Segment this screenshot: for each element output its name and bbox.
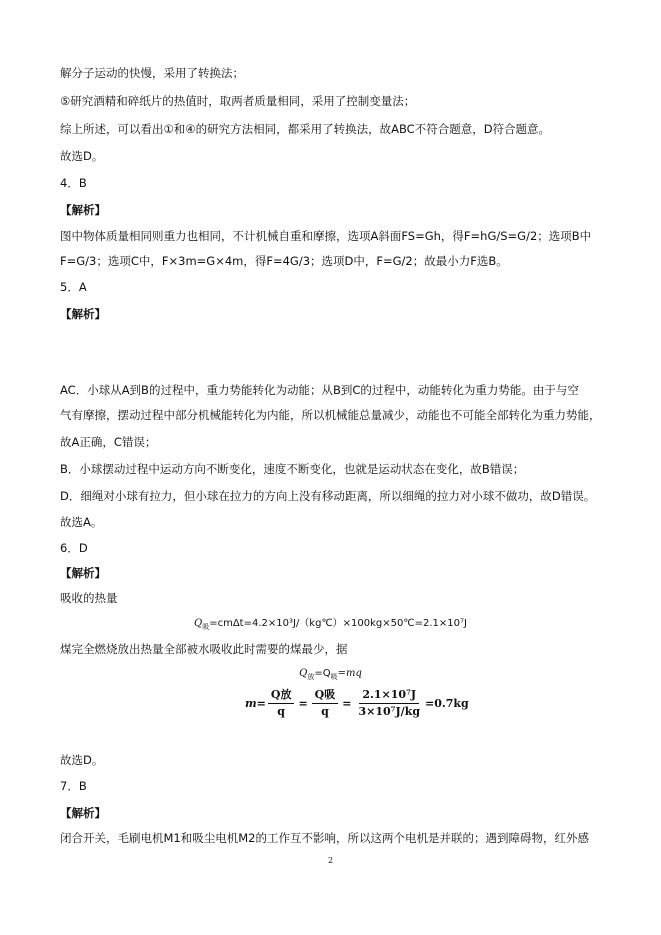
text-line: 故选D。 xyxy=(60,149,104,163)
text-line: 故选D。 xyxy=(60,753,104,767)
formula-coal-mass: m= $\frac{\text{Q放}}{q}$ = $\frac{\text{Q吸}}{q}$ = $\frac{\text{2.1×10⁷J}}{\text{3×10⁷J/kg}}$ =0.7kg xyxy=(245,687,469,718)
fraction: $\frac{\text{Q放}}{q}$ xyxy=(268,688,295,719)
formula-heat-balance: $Q_放=Q_吸=mq$ xyxy=(299,668,362,681)
section-heading-analysis: 【解析】 xyxy=(60,307,106,321)
text-line: 煤完全燃烧放出热量全部被水吸收此时需要的煤最少，据 xyxy=(60,642,348,656)
answer-number: 6．D xyxy=(60,541,88,555)
answer-number: 4．B xyxy=(60,176,87,190)
fraction: $\frac{\text{2.1×10⁷J}}{\text{3×10⁷J/kg}}$ xyxy=(358,687,421,718)
section-heading-analysis: 【解析】 xyxy=(60,806,106,820)
text-line: 故选A。 xyxy=(60,515,103,529)
text-line: 闭合开关，毛刷电机M1和吸尘电机M2的工作互不影响，所以这两个电机是并联的；遇到障碍物，红外感 xyxy=(60,831,589,845)
answer-number: 7．B xyxy=(60,779,87,793)
section-heading-analysis: 【解析】 xyxy=(60,566,106,580)
fraction: $\frac{\text{Q吸}}{q}$ xyxy=(312,688,339,719)
text-line: D．细绳对小球有拉力，但小球在拉力的方向上没有移动距离，所以细绳的拉力对小球不做功，故D错误。 xyxy=(60,489,596,503)
text-line: B．小球摆动过程中运动方向不断变化，速度不断变化，也就是运动状态在变化，故B错误； xyxy=(60,462,525,476)
page-number: 2 xyxy=(327,856,334,865)
section-heading-analysis: 【解析】 xyxy=(60,203,106,217)
text-line: 综上所述，可以看出①和④的研究方法相同，都采用了转换法，故ABC不符合题意，D符合题意。 xyxy=(60,122,551,136)
text-line: 吸收的热量 xyxy=(60,591,118,605)
text-line: ⑤研究酒精和碎纸片的热值时，取两者质量相同，采用了控制变量法； xyxy=(60,94,416,108)
formula-heat-absorbed: $Q_吸=cm\Delta t=4.2\times 10^3J/(kg℃)\times 100kg\times 50℃=2.1\times 10^7J$ xyxy=(194,618,467,631)
text-line: 故A正确，C错误； xyxy=(60,435,157,449)
text-line: AC．小球从A到B的过程中，重力势能转化为动能；从B到C的过程中，动能转化为重力势能。由于与空 xyxy=(60,383,579,397)
answer-number: 5．A xyxy=(60,280,87,294)
text-line: 气有摩擦，摆动过程中部分机械能转化为内能，所以机械能总量减少，动能也不可能全部转化为重力势能， xyxy=(60,408,601,422)
text-line: F=G/3；选项C中，F×3m=G×4m，得F=4G/3；选项D中，F=G/2；故最小力F选B。 xyxy=(60,254,508,268)
text-line: 解分子运动的快慢，采用了转换法； xyxy=(60,66,244,80)
text-line: 图中物体质量相同则重力也相同，不计机械自重和摩擦，选项A斜面FS=Gh，得F=hG/S=G/2；选项B中 xyxy=(60,229,592,243)
